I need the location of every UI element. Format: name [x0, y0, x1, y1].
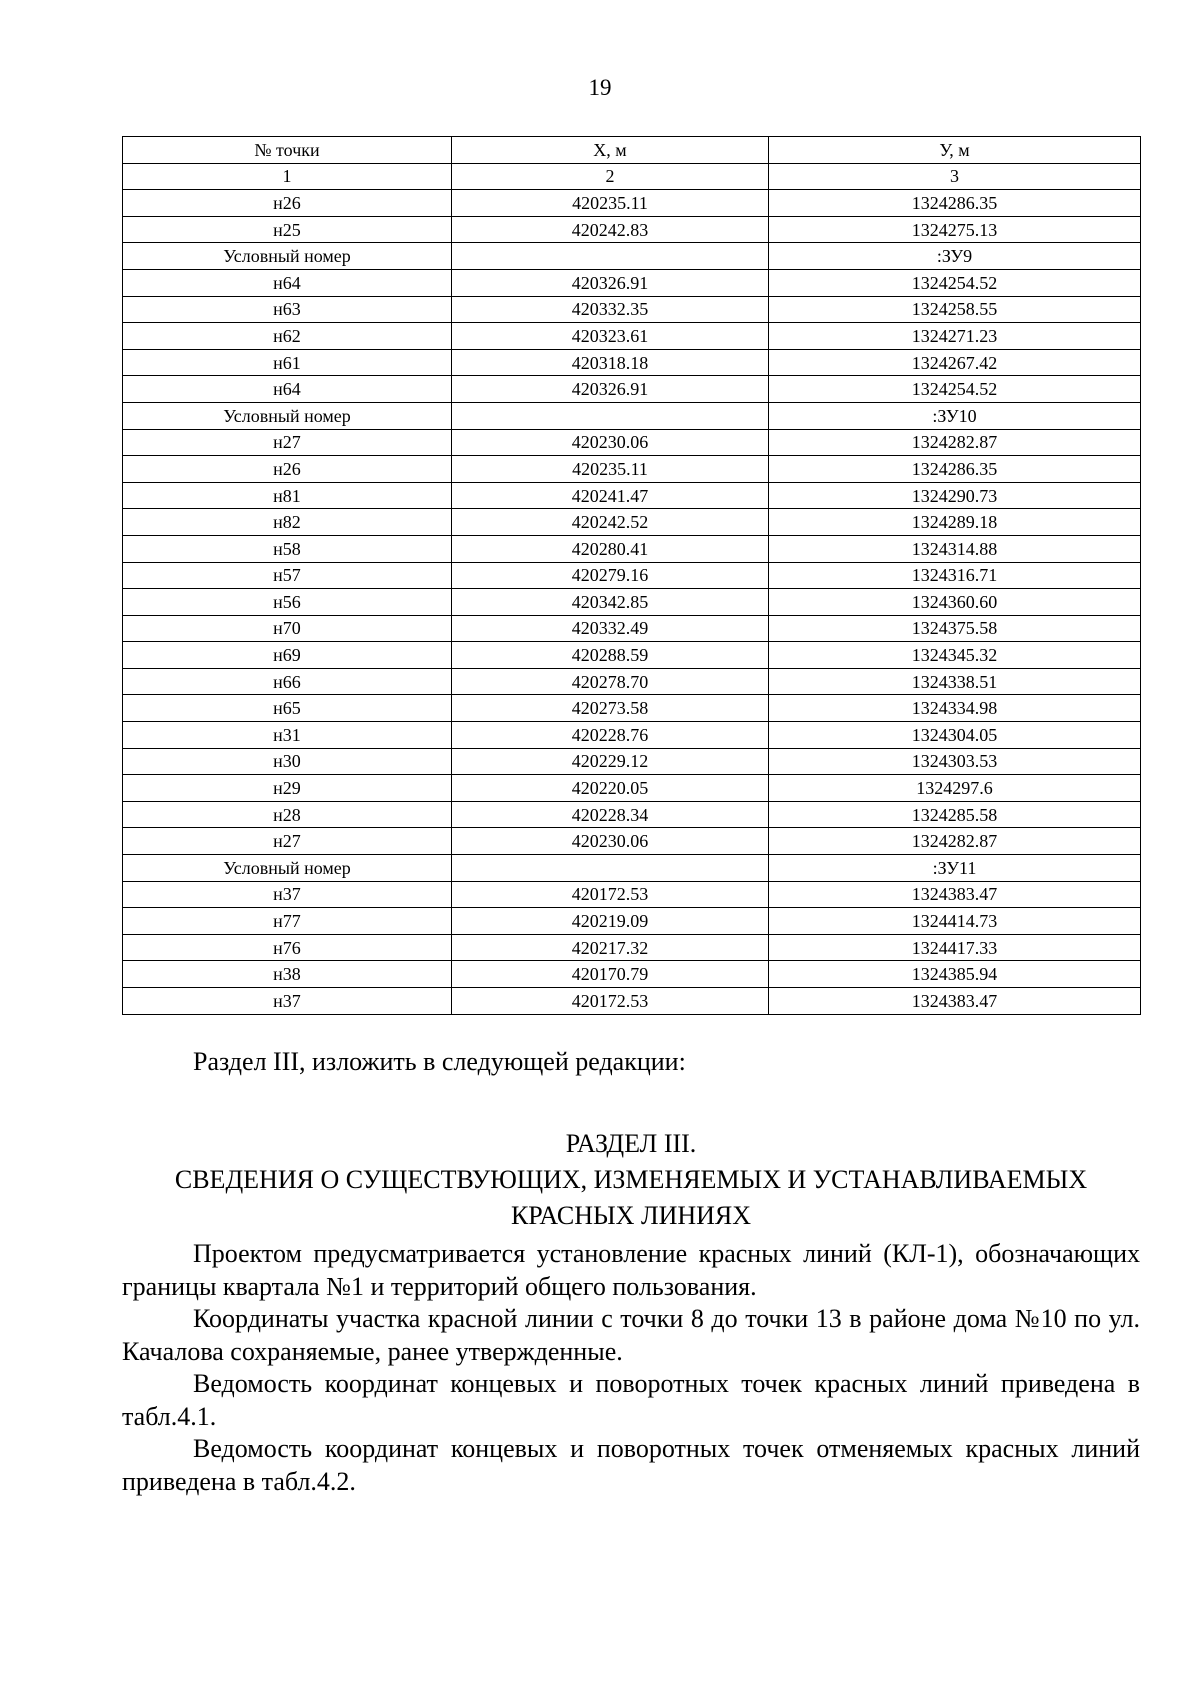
cell-x: 420172.53 — [452, 988, 769, 1015]
table-row — [123, 775, 1141, 802]
table-row — [123, 881, 1141, 908]
cell-y: 1324289.18 — [769, 509, 1141, 536]
cell-x: 420280.41 — [452, 535, 769, 562]
table-row — [123, 456, 1141, 483]
cell-y: 1324297.6 — [769, 775, 1141, 802]
cell-y: :ЗУ9 — [769, 243, 1141, 270]
cell-point-number: Условный номер — [123, 855, 452, 882]
header-y: У, м — [769, 137, 1141, 164]
table-header-row — [123, 137, 1141, 164]
cell-x: 420279.16 — [452, 562, 769, 589]
table-row — [123, 988, 1141, 1015]
table-row — [123, 190, 1141, 217]
cell-point-number: н57 — [123, 562, 452, 589]
cell-x: 420318.18 — [452, 349, 769, 376]
cell-x: 420230.06 — [452, 429, 769, 456]
cell-point-number: н62 — [123, 323, 452, 350]
cell-y: 1324316.71 — [769, 562, 1141, 589]
cell-x: 420323.61 — [452, 323, 769, 350]
table-row — [123, 828, 1141, 855]
table-row — [123, 961, 1141, 988]
cell-y: 1324275.13 — [769, 216, 1141, 243]
column-number-row — [123, 163, 1141, 190]
cell-y: 1324345.32 — [769, 642, 1141, 669]
page-number: 19 — [588, 75, 612, 100]
group-row — [123, 243, 1141, 270]
cell-y: 1324375.58 — [769, 615, 1141, 642]
table-row — [123, 349, 1141, 376]
cell-y: 1324254.52 — [769, 376, 1141, 403]
cell-point-number: Условный номер — [123, 402, 452, 429]
paragraph: Проектом предусматривается установление красных линий (КЛ-1), обозначающих границы квартала №1 и территорий общего пользования. — [122, 1239, 1140, 1301]
table-row — [123, 668, 1141, 695]
cell-y: 1324304.05 — [769, 722, 1141, 749]
cell-x: 420230.06 — [452, 828, 769, 855]
body-paragraphs — [122, 1238, 1140, 1498]
cell-point-number: Условный номер — [123, 243, 452, 270]
paragraph: Ведомость координат концевых и поворотных точек красных линий приведена в табл.4.1. — [122, 1369, 1140, 1431]
table-row — [123, 908, 1141, 935]
cell-y: 1324285.58 — [769, 801, 1141, 828]
cell-x: 420242.52 — [452, 509, 769, 536]
table-row — [123, 801, 1141, 828]
cell-y: 1324290.73 — [769, 482, 1141, 509]
cell-x — [452, 855, 769, 882]
table-row — [123, 216, 1141, 243]
header-point-number: № точки — [123, 137, 452, 164]
cell-point-number: н63 — [123, 296, 452, 323]
table-row — [123, 376, 1141, 403]
cell-y: 1324303.53 — [769, 748, 1141, 775]
cell-point-number: н38 — [123, 961, 452, 988]
cell-x: 420217.32 — [452, 934, 769, 961]
cell-point-number: н56 — [123, 589, 452, 616]
cell-point-number: н58 — [123, 535, 452, 562]
cell-y: 1324286.35 — [769, 456, 1141, 483]
cell-y: 1324334.98 — [769, 695, 1141, 722]
cell-y: 1324286.35 — [769, 190, 1141, 217]
cell-y: 1324414.73 — [769, 908, 1141, 935]
cell-point-number: н61 — [123, 349, 452, 376]
cell-point-number: н64 — [123, 269, 452, 296]
cell-y: 1324254.52 — [769, 269, 1141, 296]
table-row — [123, 748, 1141, 775]
cell-point-number: н27 — [123, 828, 452, 855]
cell-y: 1324282.87 — [769, 828, 1141, 855]
cell-y: 1324271.23 — [769, 323, 1141, 350]
cell-x: 420332.49 — [452, 615, 769, 642]
cell-y: 1324417.33 — [769, 934, 1141, 961]
cell-point-number: н25 — [123, 216, 452, 243]
table-row — [123, 323, 1141, 350]
cell-x: 420241.47 — [452, 482, 769, 509]
cell-x: 420342.85 — [452, 589, 769, 616]
cell-x: 420242.83 — [452, 216, 769, 243]
cell-point-number: н76 — [123, 934, 452, 961]
section-subtitle-line1: СВЕДЕНИЯ О СУЩЕСТВУЮЩИХ, ИЗМЕНЯЕМЫХ И УСТАНАВЛИВАЕМЫХ — [174, 1165, 1088, 1194]
header-x: Х, м — [452, 137, 769, 164]
cell-point-number: н69 — [123, 642, 452, 669]
cell-y: 1324338.51 — [769, 668, 1141, 695]
table-row — [123, 482, 1141, 509]
cell-point-number: н70 — [123, 615, 452, 642]
cell-point-number: н30 — [123, 748, 452, 775]
table-row — [123, 722, 1141, 749]
section-title: РАЗДЕЛ III. — [565, 1129, 697, 1158]
cell-y: 1324360.60 — [769, 589, 1141, 616]
column-number-1: 1 — [123, 163, 452, 190]
cell-x: 420288.59 — [452, 642, 769, 669]
cell-x: 420229.12 — [452, 748, 769, 775]
cell-point-number: н26 — [123, 190, 452, 217]
table-row — [123, 695, 1141, 722]
table-row — [123, 509, 1141, 536]
cell-point-number: н82 — [123, 509, 452, 536]
cell-x — [452, 402, 769, 429]
cell-point-number: н28 — [123, 801, 452, 828]
cell-x: 420332.35 — [452, 296, 769, 323]
group-row — [123, 855, 1141, 882]
cell-y: 1324385.94 — [769, 961, 1141, 988]
cell-y: 1324383.47 — [769, 881, 1141, 908]
cell-y: 1324314.88 — [769, 535, 1141, 562]
cell-point-number: н26 — [123, 456, 452, 483]
cell-x — [452, 243, 769, 270]
paragraph: Ведомость координат концевых и поворотных точек отменяемых красных линий приведена в табл.4.2. — [122, 1434, 1140, 1496]
table-row — [123, 642, 1141, 669]
cell-point-number: н27 — [123, 429, 452, 456]
cell-x: 420278.70 — [452, 668, 769, 695]
table-row — [123, 615, 1141, 642]
cell-point-number: н66 — [123, 668, 452, 695]
cell-point-number: н37 — [123, 881, 452, 908]
cell-x: 420219.09 — [452, 908, 769, 935]
coordinates-table — [122, 136, 1141, 1015]
table-row — [123, 269, 1141, 296]
cell-point-number: н64 — [123, 376, 452, 403]
cell-point-number: н31 — [123, 722, 452, 749]
table-body — [123, 190, 1141, 1014]
cell-point-number: н29 — [123, 775, 452, 802]
cell-y: 1324258.55 — [769, 296, 1141, 323]
cell-x: 420235.11 — [452, 190, 769, 217]
column-number-2: 2 — [452, 163, 769, 190]
cell-x: 420172.53 — [452, 881, 769, 908]
cell-y: 1324282.87 — [769, 429, 1141, 456]
table-row — [123, 934, 1141, 961]
cell-x: 420235.11 — [452, 456, 769, 483]
cell-x: 420228.76 — [452, 722, 769, 749]
cell-point-number: н65 — [123, 695, 452, 722]
intro-text: Раздел III, изложить в следующей редакции: — [193, 1047, 686, 1076]
section-subtitle-line2: КРАСНЫХ ЛИНИЯХ — [510, 1201, 752, 1230]
cell-y: :ЗУ11 — [769, 855, 1141, 882]
table-row — [123, 589, 1141, 616]
cell-point-number: н37 — [123, 988, 452, 1015]
cell-x: 420220.05 — [452, 775, 769, 802]
table-row — [123, 296, 1141, 323]
column-number-3: 3 — [769, 163, 1141, 190]
cell-y: :ЗУ10 — [769, 402, 1141, 429]
cell-y: 1324267.42 — [769, 349, 1141, 376]
cell-y: 1324383.47 — [769, 988, 1141, 1015]
section-heading — [122, 1126, 1140, 1234]
cell-x: 420170.79 — [452, 961, 769, 988]
group-row — [123, 402, 1141, 429]
cell-x: 420273.58 — [452, 695, 769, 722]
cell-point-number: н81 — [123, 482, 452, 509]
cell-x: 420326.91 — [452, 376, 769, 403]
cell-x: 420228.34 — [452, 801, 769, 828]
paragraph: Координаты участка красной линии с точки 8 до точки 13 в районе дома №10 по ул. Качалова сохраняемые, ранее утвержденные. — [122, 1304, 1140, 1366]
table-row — [123, 535, 1141, 562]
cell-point-number: н77 — [123, 908, 452, 935]
table-row — [123, 562, 1141, 589]
cell-x: 420326.91 — [452, 269, 769, 296]
table-row — [123, 429, 1141, 456]
